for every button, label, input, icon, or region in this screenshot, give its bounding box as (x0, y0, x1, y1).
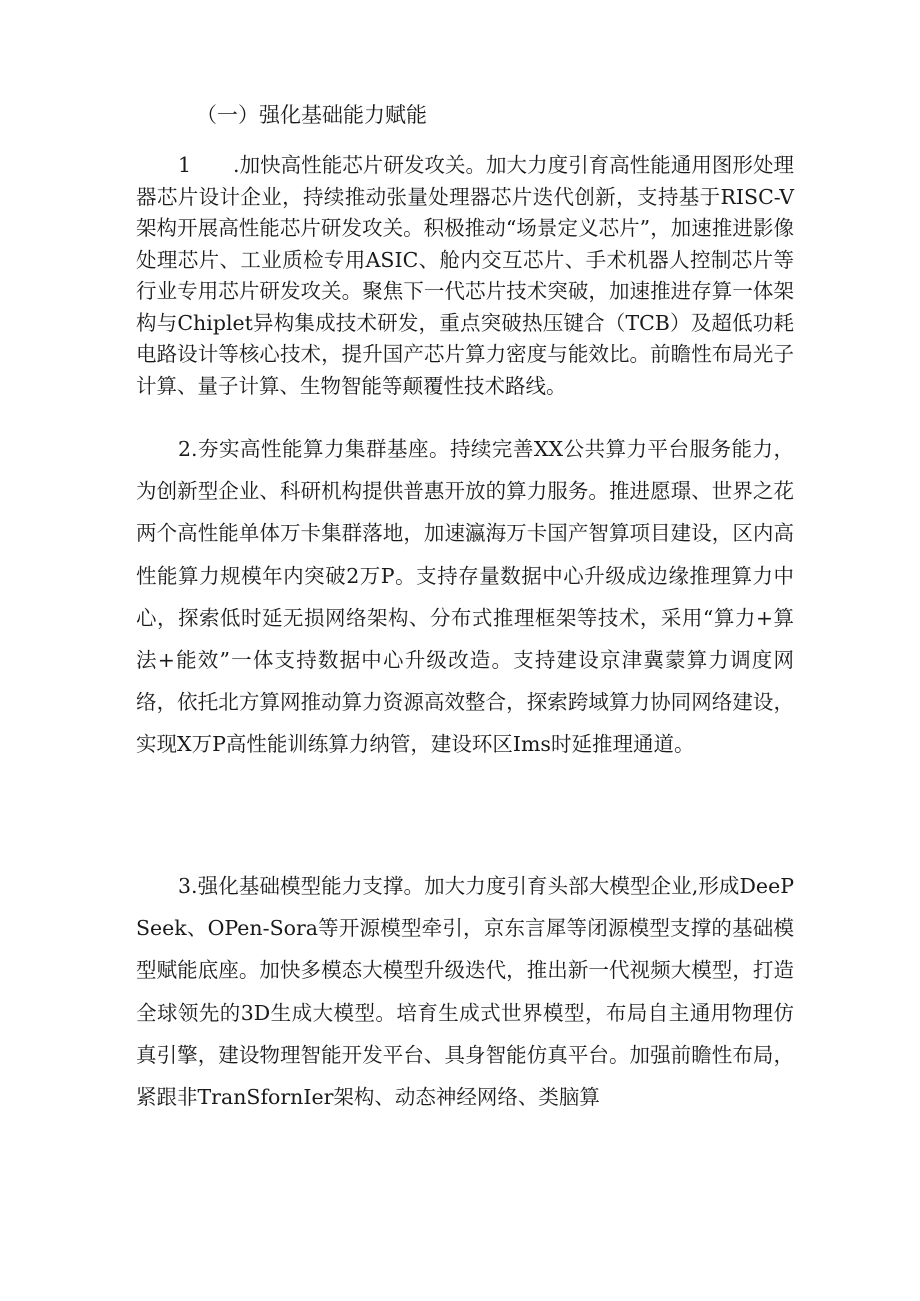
paragraph-3-text: .强化基础模型能力支撑。加大力度引育头部大模型企业,形成DeePSeek、OPen-Sora等开源模型牵引，京东言犀等闭源模型支撑的基础模型赋能底座。加快多模态大模型升级迭代，推出新一代视频大模型，打造全球领先的3D生成大模型。培育生成式世界模型，布局自主通用物理仿真引擎，建设物理智能开发平台、具身智能仿真平台。加强前瞻性布局，紧跟非TranSfornIer架构、动态神经网络、类脑算 (136, 874, 794, 1110)
paragraph-2-number: 2 (178, 437, 192, 461)
paragraph-1-number: 1 (178, 153, 192, 177)
paragraph-3-number: 3 (178, 874, 192, 898)
section-heading: （一）强化基础能力赋能 (196, 103, 427, 127)
paragraph-1-text: .加快高性能芯片研发攻关。加大力度引育高性能通用图形处理器芯片设计企业，持续推动张量处理器芯片迭代创新，支持基于RISC-V架构开展高性能芯片研发攻关。积极推动“场景定义芯片”，加速推进影像处理芯片、工业质检专用ASIC、舱内交互芯片、手术机器人控制芯片等行业专用芯片研发攻关。聚焦下一代芯片技术突破，加速推进存算一体架构与Chiplet异构集成技术研发，重点突破热压键合（TCB）及超低功耗电路设计等核心技术，提升国产芯片算力密度与能效比。前瞻性布局光子计算、量子计算、生物智能等颠覆性技术路线。 (136, 153, 794, 398)
paragraph-2-text: .夯实高性能算力集群基座。持续完善XX公共算力平台服务能力，为创新型企业、科研机构提供普惠开放的算力服务。推进愿璟、世界之花两个高性能单体万卡集群落地，加速瀛海万卡国产智算项目建设，区内高性能算力规模年内突破2万P。支持存量数据中心升级成边缘推理算力中心，探索低时延无损网络架构、分布式推理框架等技术，采用“算力+算法+能效”一体支持数据中心升级改造。支持建设京津冀蒙算力调度网络，依托北方算网推动算力资源高效整合，探索跨域算力协同网络建设，实现X万P高性能训练算力纳管，建设环区Ims时延推理通道。 (136, 437, 794, 757)
paragraph-2 (136, 428, 794, 766)
paragraph-1 (136, 150, 794, 402)
paragraph-3 (136, 865, 794, 1118)
